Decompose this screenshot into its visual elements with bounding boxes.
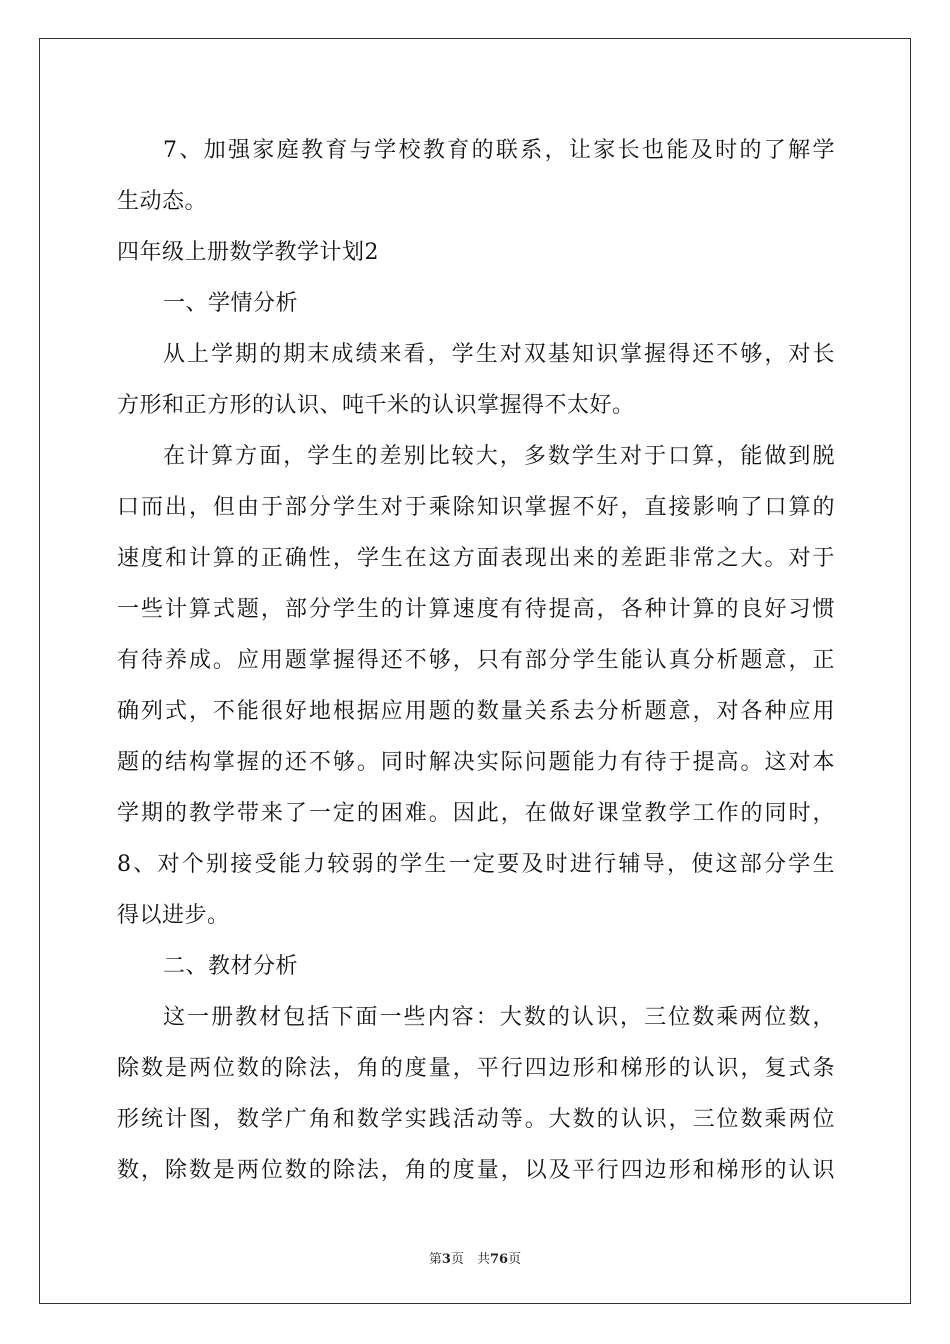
total-page-count: 76 [489, 1252, 509, 1267]
paragraph-line: 7、加强家庭教育与学校教育的联系，让家长也能及时的了解学 [163, 138, 835, 163]
paragraph-line: 确列式，不能很好地根据应用题的数量关系去分析题意，对各种应用 [117, 699, 835, 724]
paragraph-line: 除数是两位数的除法，角的度量，平行四边形和梯形的认识，复式条 [117, 1056, 835, 1081]
footer-suffix: 页 [508, 1252, 522, 1267]
paragraph-line: 方形和正方形的认识、吨千米的认识掌握得不太好。 [117, 393, 635, 418]
subsection-heading: 一、学情分析 [163, 291, 299, 316]
paragraph-line: 得以进步。 [117, 903, 230, 928]
paragraph-line: 生动态。 [117, 189, 208, 214]
paragraph-line: 学期的教学带来了一定的困难。因此，在做好课堂教学工作的同时， [117, 801, 835, 826]
paragraph-line: 题的结构掌握的还不够。同时解决实际问题能力有待于提高。这对本 [117, 750, 835, 775]
paragraph-line: 数，除数是两位数的除法，角的度量，以及平行四边形和梯形的认识 [117, 1158, 835, 1183]
page-footer [0, 1248, 950, 1267]
paragraph-line: 速度和计算的正确性，学生在这方面表现出来的差距非常之大。对于 [117, 546, 835, 571]
current-page-number: 3 [441, 1252, 451, 1267]
paragraph-line: 有待养成。应用题掌握得还不够，只有部分学生能认真分析题意，正 [117, 648, 835, 673]
paragraph-line: 口而出，但由于部分学生对于乘除知识掌握不好，直接影响了口算的 [117, 495, 835, 520]
paragraph-line: 在计算方面，学生的差别比较大，多数学生对于口算，能做到脱 [163, 444, 835, 469]
footer-mid: 页 共 [450, 1252, 490, 1267]
paragraph-line: 8、对个别接受能力较弱的学生一定要及时进行辅导，使这部分学生 [117, 852, 835, 877]
paragraph-line: 形统计图，数学广角和数学实践活动等。大数的认识，三位数乘两位 [117, 1107, 835, 1132]
paragraph-line: 从上学期的期末成绩来看，学生对双基知识掌握得还不够，对长 [163, 342, 835, 367]
document-body [117, 125, 835, 1196]
footer-prefix: 第 [428, 1252, 442, 1267]
subsection-heading: 二、教材分析 [163, 954, 299, 979]
section-title: 四年级上册数学教学计划2 [117, 240, 379, 265]
paragraph-line: 一些计算式题，部分学生的计算速度有待提高，各种计算的良好习惯 [117, 597, 835, 622]
paragraph-line: 这一册教材包括下面一些内容：大数的认识，三位数乘两位数， [163, 1005, 835, 1030]
